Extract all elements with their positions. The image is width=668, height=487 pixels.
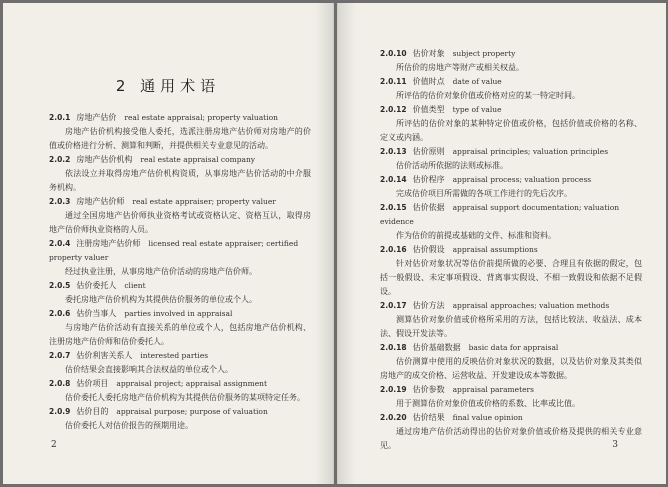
book-spread <box>3 3 665 484</box>
term-chinese: 注册房地产估价师 <box>76 239 141 248</box>
term-definition: 所评估的估价对象的某种特定价值或价格，包括价值或价格的名称、定义或内涵。 <box>380 119 642 142</box>
term-heading <box>49 279 311 293</box>
term-english: appraisal principles; valuation principles <box>452 147 609 156</box>
term-chinese: 估价对象 <box>412 49 445 58</box>
term-number: 2.0.12 <box>380 105 407 114</box>
term-chinese: 估价参数 <box>412 385 445 394</box>
term-chinese: 估价目的 <box>76 407 109 416</box>
term-number: 2.0.6 <box>49 309 71 318</box>
term-heading <box>380 47 642 61</box>
term-english: parties involved in appraisal <box>124 309 233 318</box>
term-entry <box>49 237 311 279</box>
term-heading <box>49 237 311 265</box>
term-chinese: 估价程序 <box>412 175 445 184</box>
term-definition: 作为估价的前提或基础的文件、标准和资料。 <box>396 231 556 240</box>
term-entry <box>49 195 311 237</box>
term-definition: 依法设立并取得房地产估价机构资质，从事房地产估价活动的中介服务机构。 <box>49 169 311 192</box>
term-entry <box>380 75 642 103</box>
term-definition: 所评估的估价对象价值或价格对应的某一特定时间。 <box>396 91 580 100</box>
term-definition: 委托房地产估价机构为其提供估价服务的单位或个人。 <box>65 295 257 304</box>
term-english: appraisal approaches; valuation methods <box>452 301 610 310</box>
term-entry <box>380 47 642 75</box>
term-definition: 通过房地产估价活动得出的估价对象价值或价格及提供的相关专业意见。 <box>380 427 642 450</box>
term-heading <box>49 111 311 125</box>
term-heading <box>380 243 642 257</box>
term-heading <box>380 341 642 355</box>
right-page <box>337 3 666 484</box>
term-definition: 所估价的房地产等财产或相关权益。 <box>396 63 524 72</box>
term-entry <box>380 383 642 411</box>
term-chinese: 房地产估价 <box>76 113 117 122</box>
term-definition: 估价活动所依据的法则或标准。 <box>396 161 508 170</box>
term-number: 2.0.5 <box>49 281 71 290</box>
left-term-list <box>49 111 311 433</box>
term-number: 2.0.10 <box>380 49 407 58</box>
term-number: 2.0.17 <box>380 301 407 310</box>
term-number: 2.0.20 <box>380 413 407 422</box>
term-english: appraisal purpose; purpose of valuation <box>116 407 268 416</box>
term-english: interested parties <box>140 351 209 360</box>
term-heading <box>380 299 642 313</box>
term-chinese: 房地产估价师 <box>76 197 125 206</box>
term-entry <box>49 405 311 433</box>
term-definition: 经过执业注册，从事房地产估价活动的房地产估价师。 <box>65 267 257 276</box>
term-entry <box>49 153 311 195</box>
term-heading <box>49 349 311 363</box>
term-number: 2.0.4 <box>49 239 71 248</box>
chapter-title: 2 通用术语 <box>115 77 221 95</box>
term-chinese: 价值时点 <box>412 77 445 86</box>
term-english: real estate appraisal company <box>140 155 256 164</box>
term-definition: 测算估价对象价值或价格所采用的方法，包括比较法、收益法、成本法、假设开发法等。 <box>380 315 642 338</box>
term-english: client <box>124 281 146 290</box>
term-heading <box>380 383 642 397</box>
term-definition: 估价委托人对估价报告的预期用途。 <box>65 421 193 430</box>
term-entry <box>380 173 642 201</box>
term-english: licensed real estate appraiser; certified property valuer <box>49 239 299 262</box>
term-entry <box>380 201 642 243</box>
term-definition: 估价结果会直接影响其合法权益的单位或个人。 <box>65 365 233 374</box>
term-entry <box>49 307 311 349</box>
term-english: real estate appraiser; property valuer <box>132 197 276 206</box>
term-chinese: 房地产估价机构 <box>76 155 133 164</box>
term-number: 2.0.8 <box>49 379 71 388</box>
term-english: type of value <box>452 105 502 114</box>
right-term-list <box>380 47 642 453</box>
page-number-right: 3 <box>612 440 618 450</box>
term-english: appraisal support documentation; valuation evidence <box>380 203 620 226</box>
term-english: basic data for appraisal <box>468 343 559 352</box>
term-entry <box>380 411 642 453</box>
term-entry <box>49 377 311 405</box>
term-heading <box>49 377 311 391</box>
term-number: 2.0.15 <box>380 203 407 212</box>
term-number: 2.0.13 <box>380 147 407 156</box>
term-heading <box>380 201 642 229</box>
term-chinese: 估价项目 <box>76 379 109 388</box>
term-english: final value opinion <box>452 413 523 422</box>
term-definition: 通过全国房地产估价师执业资格考试或资格认定、资格互认，取得房地产估价师执业资格的人员。 <box>49 211 311 234</box>
term-number: 2.0.19 <box>380 385 407 394</box>
term-heading <box>380 103 642 117</box>
term-entry <box>380 299 642 341</box>
term-heading <box>380 145 642 159</box>
term-number: 2.0.9 <box>49 407 71 416</box>
term-english: subject property <box>452 49 516 58</box>
term-entry <box>380 243 642 299</box>
term-definition: 与房地产估价活动有直接关系的单位或个人，包括房地产估价机构、注册房地产估价师和估价委托人。 <box>49 323 311 346</box>
term-number: 2.0.16 <box>380 245 407 254</box>
gutter-shadow <box>338 3 356 484</box>
term-definition: 用于测算估价对象价值或价格的系数、比率或比值。 <box>396 399 580 408</box>
term-english: date of value <box>452 77 502 86</box>
term-english: appraisal process; valuation process <box>452 175 592 184</box>
term-number: 2.0.7 <box>49 351 71 360</box>
term-heading <box>49 405 311 419</box>
term-definition: 房地产估价机构接受他人委托，选派注册房地产估价师对房地产的价值或价格进行分析、测算和判断，并提供相关专业意见的活动。 <box>49 127 311 150</box>
term-chinese: 估价假设 <box>412 245 445 254</box>
term-number: 2.0.1 <box>49 113 71 122</box>
term-english: real estate appraisal; property valuation <box>124 113 278 122</box>
left-page <box>3 3 334 484</box>
term-chinese: 估价原则 <box>412 147 445 156</box>
term-heading <box>380 173 642 187</box>
term-chinese: 估价方法 <box>412 301 445 310</box>
term-chinese: 估价基础数据 <box>412 343 461 352</box>
term-chinese: 估价依据 <box>412 203 445 212</box>
term-heading <box>49 307 311 321</box>
term-number: 2.0.3 <box>49 197 71 206</box>
term-entry <box>380 145 642 173</box>
term-definition: 完成估价项目所需做的各项工作进行的先后次序。 <box>396 189 572 198</box>
term-chinese: 价值类型 <box>412 105 445 114</box>
term-english: appraisal assumptions <box>452 245 538 254</box>
term-chinese: 估价当事人 <box>76 309 117 318</box>
term-number: 2.0.11 <box>380 77 407 86</box>
term-chinese: 估价结果 <box>412 413 445 422</box>
term-definition: 估价测算中使用的反映估价对象状况的数据，以及估价对象及其类似房地产的成交价格、运营收益、开发建设成本等数据。 <box>380 357 642 380</box>
term-entry <box>49 111 311 153</box>
term-number: 2.0.14 <box>380 175 407 184</box>
term-entry <box>49 349 311 377</box>
term-heading <box>380 411 642 425</box>
term-definition: 估价委托人委托房地产估价机构为其提供估价服务的某项特定任务。 <box>65 393 305 402</box>
term-number: 2.0.18 <box>380 343 407 352</box>
term-entry <box>49 279 311 307</box>
term-english: appraisal project; appraisal assignment <box>116 379 268 388</box>
term-definition: 针对估价对象状况等估价前提所做的必要、合理且有依据的假定，包括一般假设、未定事项假设、背离事实假设、不相一致假设和依据不足假设。 <box>380 259 642 296</box>
term-heading <box>380 75 642 89</box>
term-chinese: 估价委托人 <box>76 281 117 290</box>
term-english: appraisal parameters <box>452 385 534 394</box>
term-entry <box>380 341 642 383</box>
term-heading <box>49 153 311 167</box>
page-number-left: 2 <box>51 440 57 450</box>
term-heading <box>49 195 311 209</box>
term-chinese: 估价利害关系人 <box>76 351 133 360</box>
term-entry <box>380 103 642 145</box>
term-number: 2.0.2 <box>49 155 71 164</box>
